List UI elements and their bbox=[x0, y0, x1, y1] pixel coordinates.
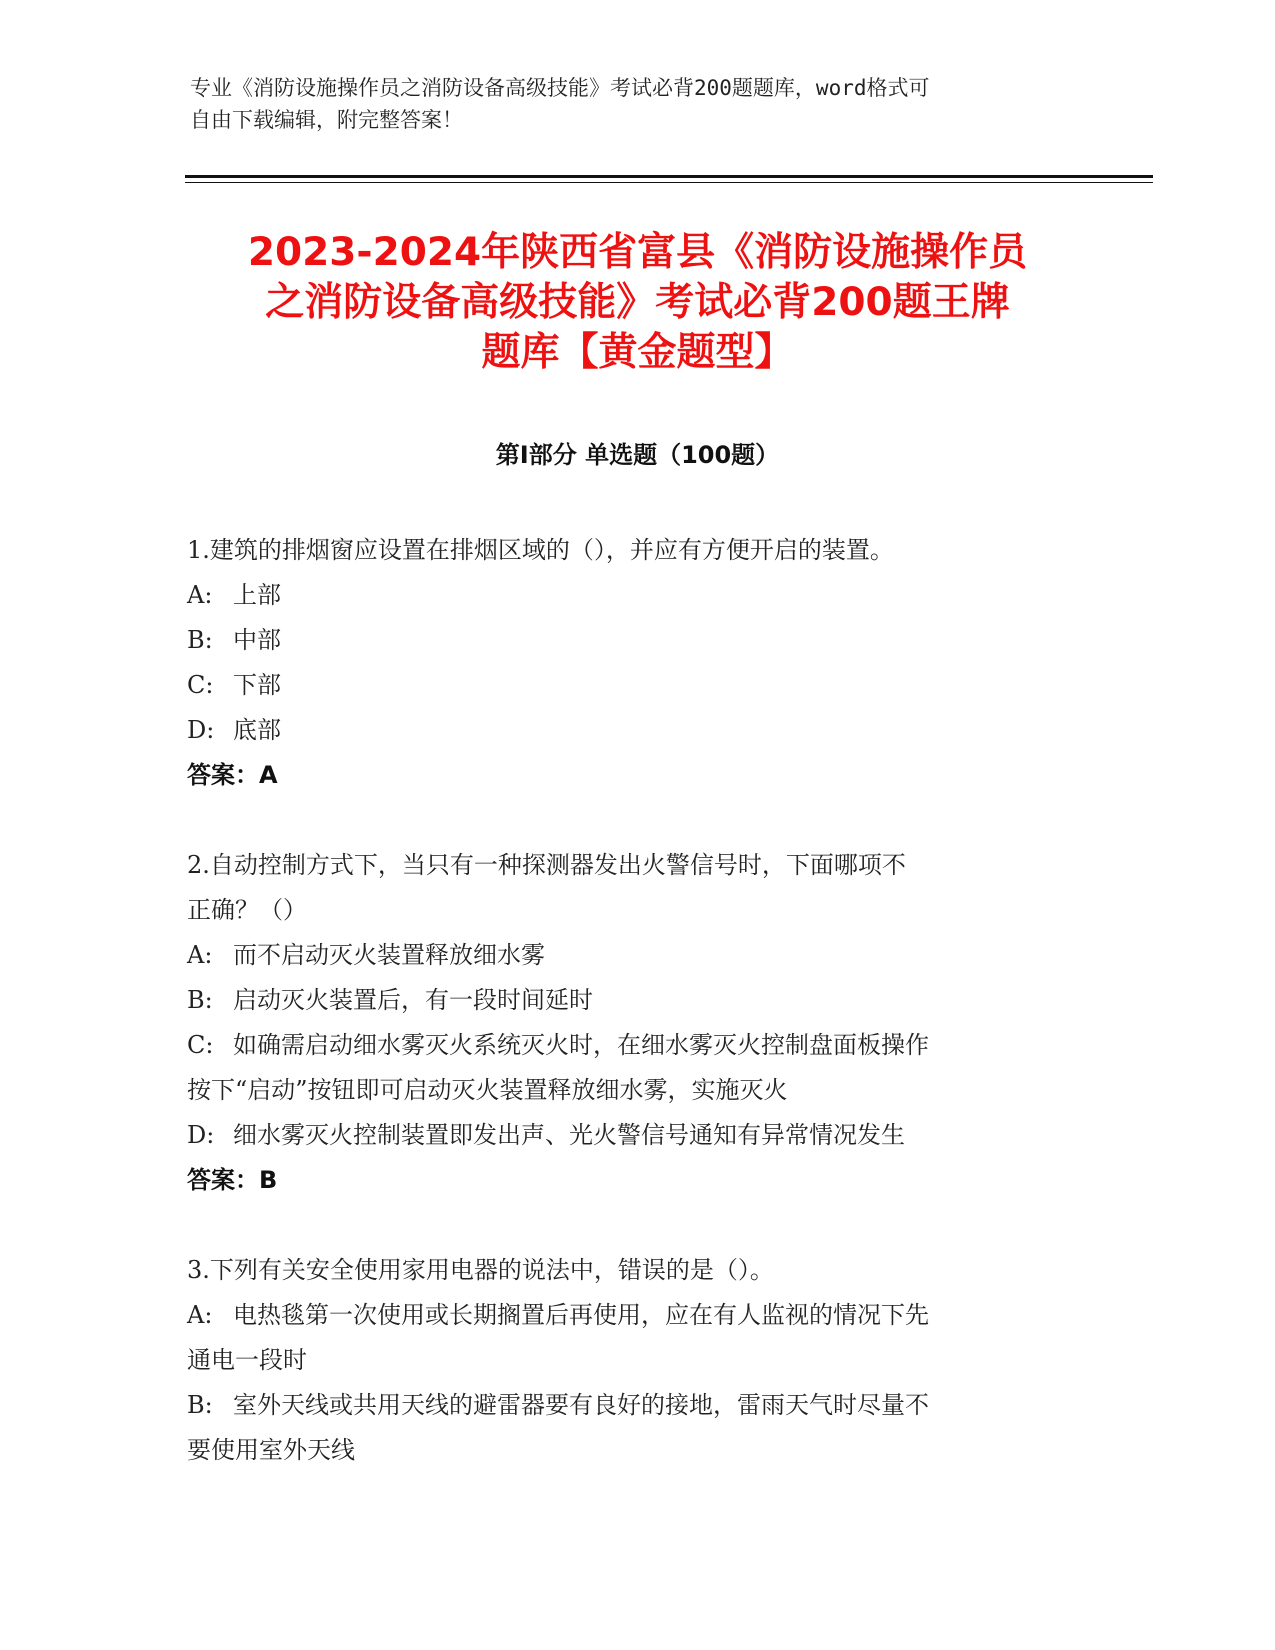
question-text-line: 2.自动控制方式下，当只有一种探测器发出火警信号时，下面哪项不 bbox=[187, 851, 906, 879]
option-letter: B: bbox=[187, 626, 213, 654]
option-a-continued: 通电一段时 bbox=[187, 1346, 307, 1374]
option-b bbox=[187, 618, 1067, 663]
option-a bbox=[187, 573, 1067, 618]
option-text-line: 细水雾灭火控制装置即发出声、光火警信号通知有异常情况发生 bbox=[233, 1121, 905, 1149]
option-d bbox=[187, 708, 1067, 753]
header-rule-thin bbox=[185, 182, 1153, 183]
answer: 答案：B bbox=[187, 1166, 278, 1194]
question-text-line: 正确？（） bbox=[187, 896, 307, 924]
option-b bbox=[187, 978, 1067, 1023]
option-a bbox=[187, 933, 1067, 978]
header-note-line-2: 自由下载编辑，附完整答案！ bbox=[190, 108, 463, 132]
option-letter: A: bbox=[187, 581, 213, 609]
option-text-line: 启动灭火装置后，有一段时间延时 bbox=[233, 986, 593, 1014]
question-1 bbox=[187, 528, 1067, 798]
title-line-2: 之消防设备高级技能》考试必背200题王牌 bbox=[265, 280, 1010, 325]
option-letter: A: bbox=[187, 1301, 213, 1329]
option-text-line: 电热毯第一次使用或长期搁置后再使用，应在有人监视的情况下先 bbox=[233, 1301, 929, 1329]
option-text-line: 底部 bbox=[233, 716, 281, 744]
header-rule-thick bbox=[185, 175, 1153, 178]
question-text-line: 1.建筑的排烟窗应设置在排烟区域的（），并应有方便开启的装置。 bbox=[187, 536, 894, 564]
option-letter: B: bbox=[187, 1391, 213, 1419]
option-letter: B: bbox=[187, 986, 213, 1014]
option-b-continued: 要使用室外天线 bbox=[187, 1436, 355, 1464]
title-line-3: 题库【黄金题型】 bbox=[481, 330, 794, 375]
option-text-line: 上部 bbox=[233, 581, 281, 609]
option-c bbox=[187, 663, 1067, 708]
option-letter: A: bbox=[187, 941, 213, 969]
document-title bbox=[185, 228, 1090, 378]
question-list bbox=[187, 528, 1067, 1518]
option-text-line: 而不启动灭火装置释放细水雾 bbox=[233, 941, 545, 969]
option-b bbox=[187, 1383, 1067, 1428]
option-letter: C: bbox=[187, 1031, 214, 1059]
option-text-line: 中部 bbox=[233, 626, 281, 654]
title-line-1: 2023-2024年陕西省富县《消防设施操作员 bbox=[247, 230, 1028, 275]
option-letter: D: bbox=[187, 716, 215, 744]
section-title: 第Ⅰ部分 单选题（100题） bbox=[495, 441, 780, 469]
option-text-line: 下部 bbox=[233, 671, 281, 699]
question-2 bbox=[187, 843, 1067, 1203]
option-text-line: 室外天线或共用天线的避雷器要有良好的接地，雷雨天气时尽量不 bbox=[233, 1391, 929, 1419]
option-d bbox=[187, 1113, 1067, 1158]
option-c-continued: 按下“启动”按钮即可启动灭火装置释放细水雾，实施灭火 bbox=[187, 1076, 788, 1104]
header-note-line-1: 专业《消防设施操作员之消防设备高级技能》考试必背200题题库，word格式可 bbox=[190, 76, 930, 100]
option-c bbox=[187, 1023, 1067, 1068]
option-letter: D: bbox=[187, 1121, 215, 1149]
header-note bbox=[190, 72, 1070, 136]
option-text-line: 如确需启动细水雾灭火系统灭火时，在细水雾灭火控制盘面板操作 bbox=[233, 1031, 929, 1059]
option-letter: C: bbox=[187, 671, 214, 699]
question-3 bbox=[187, 1248, 1067, 1473]
answer: 答案：A bbox=[187, 761, 278, 789]
question-text-line: 3.下列有关安全使用家用电器的说法中，错误的是（）。 bbox=[187, 1256, 774, 1284]
option-a bbox=[187, 1293, 1067, 1338]
